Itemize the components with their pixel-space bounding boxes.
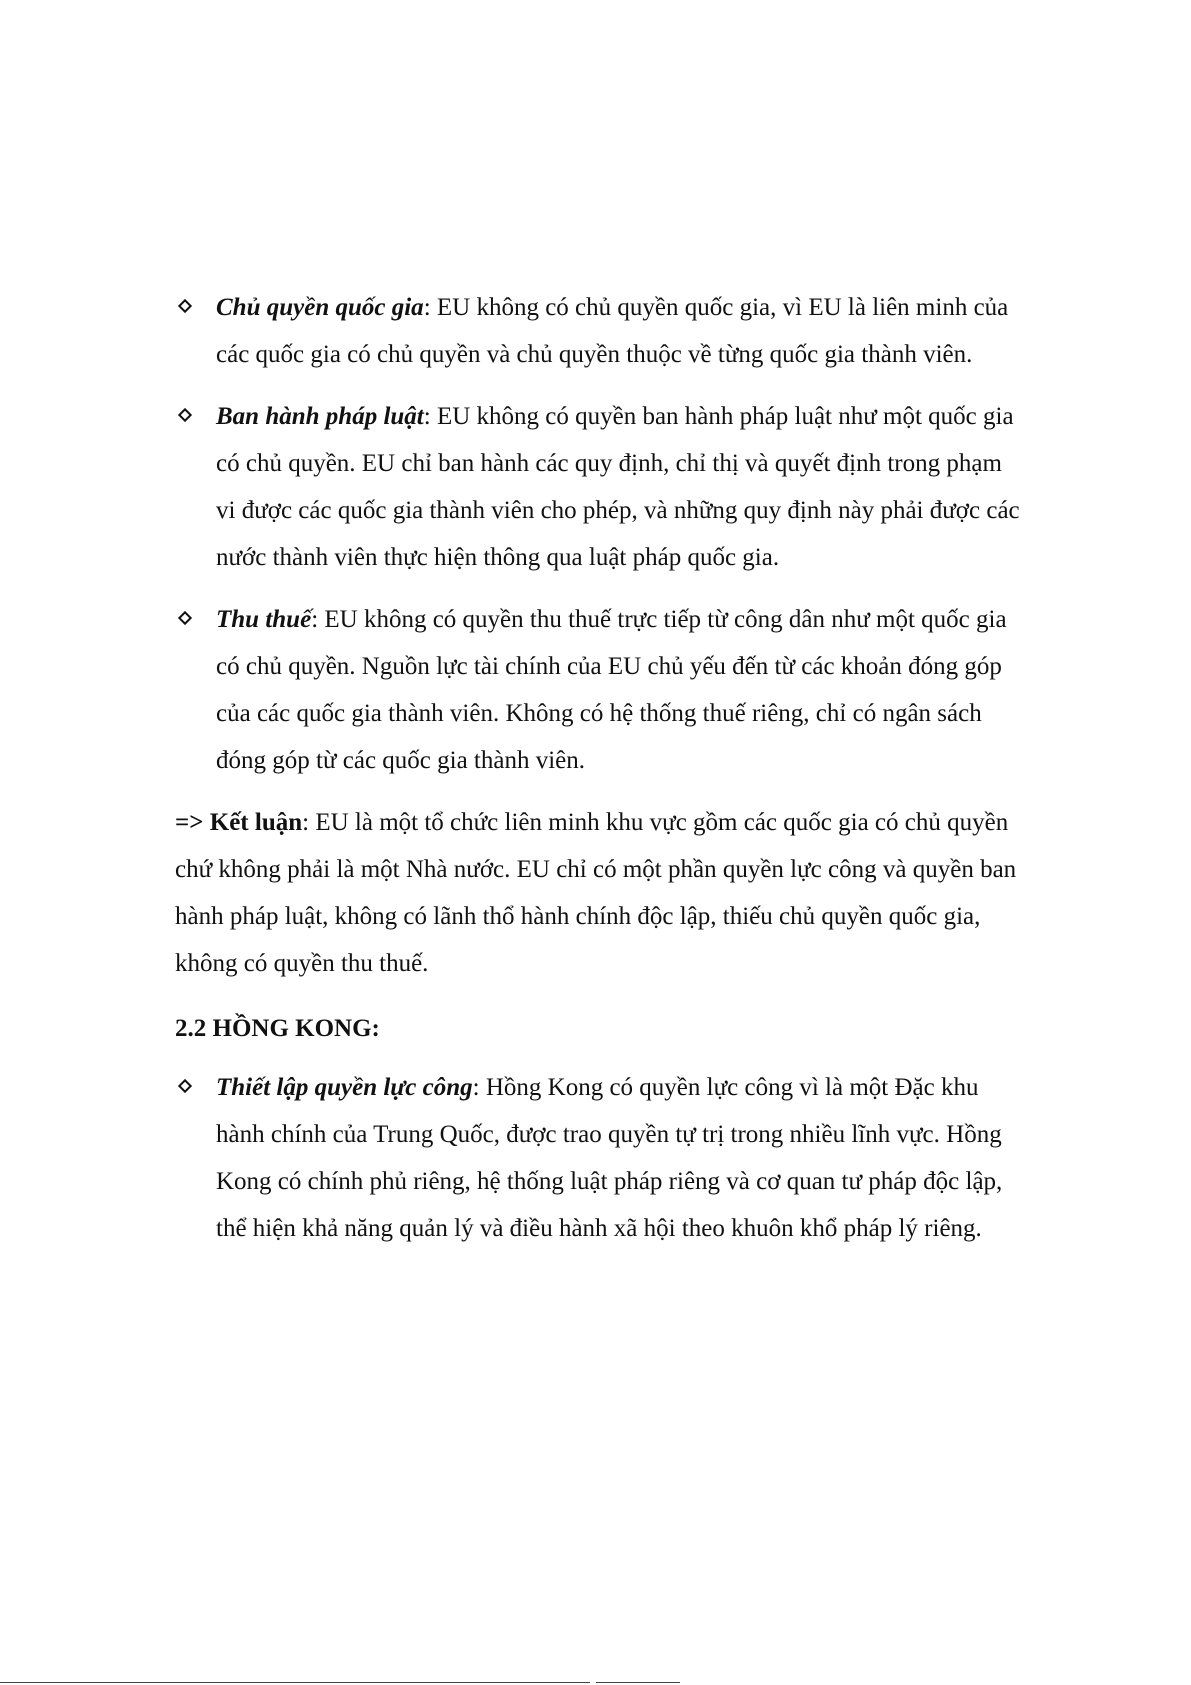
conclusion-text: : EU là một tổ chức liên minh khu vực gồm các quốc gia có chủ quyền chứ không phải là một Nhà nước. EU chỉ có một phần quyền lực công và quyền ban hành pháp luật, không có lãnh thổ hành chính độc lập, thiếu chủ quyền quốc gia, không có quyền thu thuế.	[175, 809, 1017, 977]
diamond-bullet-icon	[178, 1079, 192, 1093]
bullet-taxation	[175, 596, 1025, 784]
footer-rule-segment	[596, 1682, 680, 1683]
bullet-public-power	[175, 1064, 1025, 1252]
bullet-legislation	[175, 393, 1025, 581]
diamond-bullet-icon	[178, 408, 192, 422]
bullet-text: : Hồng Kong có quyền lực công vì là một Đặc khu hành chính của Trung Quốc, được trao quyền tự trị trong nhiều lĩnh vực. Hồng Kong có chính phủ riêng, hệ thống luật pháp riêng và cơ quan tư pháp độc lập, thể hiện khả năng quản lý và điều hành xã hội theo khuôn khổ pháp lý riêng.	[216, 1074, 1003, 1242]
conclusion-paragraph	[175, 799, 1025, 987]
bullet-term: Thiết lập quyền lực công	[216, 1074, 473, 1101]
bullet-term: Thu thuế	[216, 606, 312, 633]
bullet-sovereignty	[175, 284, 1025, 378]
diamond-bullet-icon	[178, 611, 192, 625]
document-page	[175, 284, 1025, 1267]
conclusion-label: Kết luận	[209, 809, 303, 836]
footer-rule	[0, 1682, 590, 1683]
bullet-text: : EU không có quyền thu thuế trực tiếp từ công dân như một quốc gia có chủ quyền. Nguồn lực tài chính của EU chủ yếu đến từ các khoản đóng góp của các quốc gia thành viên. Không có hệ thống thuế riêng, chỉ có ngân sách đóng góp từ các quốc gia thành viên.	[216, 606, 1007, 774]
bullet-text: : EU không có chủ quyền quốc gia, vì EU là liên minh của các quốc gia có chủ quyền và chủ quyền thuộc về từng quốc gia thành viên.	[216, 294, 1009, 368]
bullet-term: Chủ quyền quốc gia	[216, 294, 424, 321]
bullet-text: : EU không có quyền ban hành pháp luật như một quốc gia có chủ quyền. EU chỉ ban hành các quy định, chỉ thị và quyết định trong phạm vi được các quốc gia thành viên cho phép, và những quy định này phải được các nước thành viên thực hiện thông qua luật pháp quốc gia.	[216, 403, 1020, 571]
diamond-bullet-icon	[178, 299, 192, 313]
bullet-term: Ban hành pháp luật	[216, 403, 424, 430]
section-heading: 2.2 HỒNG KONG:	[175, 1015, 380, 1042]
conclusion-prefix: =>	[175, 809, 210, 836]
